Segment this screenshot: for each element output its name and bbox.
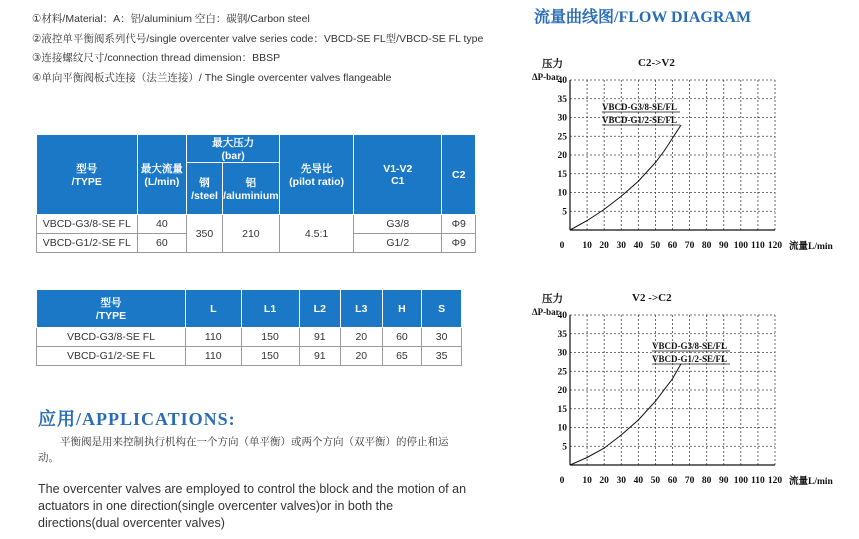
type-cell: VBCD-G3/8-SE FL [37,215,138,234]
dim-l1-cell: 150 [241,347,299,366]
x-tick-label: 30 [616,241,626,251]
x-tick-label: 110 [751,241,765,251]
table-row [37,328,462,347]
pilot-header-zh: 先导比 [300,163,333,175]
dim-s-cell: 30 [422,328,462,347]
x-axis-label: 流量L/min [789,477,833,487]
type-header-zh: 型号 [76,163,98,175]
x-tick-label: 20 [599,241,609,251]
y-tick-label: 10 [557,423,567,434]
pilot-header-en: (pilot ratio) [289,176,344,188]
alu-header [222,163,279,215]
x-tick-label: 10 [582,476,592,486]
dim-type-cell: VBCD-G1/2-SE FL [37,347,186,366]
dim-type-cell: VBCD-G3/8-SE FL [37,328,186,347]
y-tick-label: 30 [557,113,567,124]
dim-l3-header: L3 [341,290,383,328]
pressure-header-en: (bar) [221,150,245,162]
x-tick-label: 0 [559,476,565,486]
dim-s-cell: 35 [422,347,462,366]
y-tick-label: 20 [557,151,567,161]
table-row [37,347,462,366]
type-cell: VBCD-G1/2-SE FL [37,234,138,253]
flow-chart-c2-v2 [530,50,850,260]
dim-l2-cell: 91 [299,328,341,347]
dim-l-cell: 110 [186,328,242,347]
dim-l-cell: 110 [186,347,242,366]
dim-l1-cell: 150 [241,328,299,347]
c1-cell: G1/2 [354,234,442,253]
x-tick-label: 120 [767,241,783,251]
y-tick-label: 35 [557,329,567,340]
dim-l2-cell: 91 [299,347,341,366]
pilot-header [280,135,354,215]
x-axis-label: 流量L/min [789,242,833,252]
legend-label: VBCD-G1/2-SE/FL [652,354,728,364]
x-tick-label: 90 [719,241,729,251]
series-line [570,364,681,465]
legend-label: VBCD-G3/8-SE/FL [652,341,728,351]
y-axis-label: ΔP-bar [532,72,560,82]
dim-type-header [37,290,186,328]
flow-header-en: (L/min) [144,176,180,188]
y-axis-label-zh: 压力 [542,59,563,70]
x-tick-label: 100 [733,241,748,251]
dim-l1-header: L1 [241,290,299,328]
chart-title: C2->V2 [638,57,675,69]
steel-cell: 350 [187,215,223,253]
dim-h-cell: 60 [382,328,422,347]
x-tick-label: 20 [599,476,609,486]
x-tick-label: 60 [667,476,678,486]
x-tick-label: 10 [582,241,592,251]
alu-cell: 210 [222,215,279,253]
c1-header-label: C1 [391,174,405,187]
steel-header-en: /steel [191,190,218,202]
legend-label: VBCD-G1/2-SE/FL [602,115,678,125]
flow-diagram-title: 流量曲线图/FLOW DIAGRAM [534,9,752,26]
y-tick-label: 40 [557,311,567,321]
x-tick-label: 70 [684,241,695,251]
y-tick-label: 20 [557,386,567,396]
x-tick-label: 100 [733,476,748,486]
y-tick-label: 40 [557,76,567,86]
pressure-header-zh: 最大压力 [212,137,255,149]
dimension-table [36,289,462,366]
spec-table [36,134,476,253]
dim-type-header-zh: 型号 [100,297,122,309]
note-material: ①材料/Material：A：铝/aluminium 空白：碳钢/Carbon steel [32,13,310,25]
notes [32,10,483,88]
y-tick-label: 15 [557,169,567,180]
v1v2-header [354,135,442,215]
type-header [37,135,138,215]
x-tick-label: 40 [633,241,644,251]
dim-l3-cell: 20 [341,347,383,366]
pilot-cell: 4.5:1 [280,215,354,253]
y-axis-label: ΔP-bar [532,307,560,317]
table-row [37,215,476,234]
x-tick-label: 70 [684,476,695,486]
dim-s-header: S [422,290,462,328]
y-tick-label: 5 [562,207,567,218]
flow-cell: 60 [137,234,187,253]
note-flange: ④单向平衡阀板式连接（法兰连接）/ The Single overcenter valves flangeable [32,71,392,84]
flow-header-zh: 最大流量 [140,163,183,175]
x-tick-label: 50 [650,241,661,251]
y-tick-label: 30 [557,348,567,359]
y-tick-label: 10 [557,188,567,199]
alu-header-zh: 铝 [245,177,257,189]
steel-header-zh: 钢 [199,177,210,189]
x-tick-label: 120 [767,476,783,486]
y-tick-label: 25 [557,132,567,143]
x-tick-label: 80 [701,476,712,486]
dim-h-header: H [382,290,422,328]
series-line [570,125,681,230]
x-tick-label: 110 [751,476,765,486]
flow-chart-v2-c2 [530,285,850,495]
applications-text-en: The overcenter valves are employed to control the block and the motion of an actuators in one direction(single overcenter valves)or in both the directions(dual overcenter valves) [38,482,467,530]
note-thread: ③连接螺纹尺寸/connection thread dimension：BBSP [32,52,281,64]
steel-header [187,163,223,215]
y-tick-label: 15 [557,404,567,415]
y-tick-label: 5 [562,442,567,453]
c2-header: C2 [442,135,476,215]
c2-cell: Φ9 [442,215,476,234]
dim-h-cell: 65 [382,347,422,366]
x-tick-label: 30 [616,476,626,486]
y-axis-label-zh: 压力 [542,294,563,305]
type-header-en: /TYPE [71,176,102,188]
y-tick-label: 35 [557,94,567,105]
y-tick-label: 25 [557,367,567,378]
legend-label: VBCD-G3/8-SE/FL [602,102,678,112]
x-tick-label: 80 [701,241,712,251]
applications-title: 应用/APPLICATIONS: [38,409,236,429]
flow-cell: 40 [137,215,187,234]
c2-cell: Φ9 [442,234,476,253]
x-tick-label: 40 [633,476,644,486]
note-series-code: ②液控单平衡阀系列代号/single overcenter valve series code：VBCD-SE FL型/VBCD-SE FL type [32,32,484,45]
dim-l3-cell: 20 [341,328,383,347]
dim-type-header-en: /TYPE [95,310,127,322]
x-tick-label: 0 [559,241,565,251]
x-tick-label: 60 [667,241,678,251]
x-tick-label: 50 [650,476,661,486]
flow-header [137,135,187,215]
dim-l2-header: L2 [299,290,341,328]
alu-header-en: /aluminium [223,190,279,202]
chart-title: V2 ->C2 [632,292,672,304]
pressure-header [187,135,280,163]
c1-cell: G3/8 [354,215,442,234]
v1v2-header-label: V1-V2 [383,162,413,175]
x-tick-label: 90 [719,476,729,486]
applications-text-zh: 平衡阀是用来控制执行机构在一个方向（单平衡）或两个方向（双平衡）的停止和运动。 [38,436,449,464]
dim-l-header: L [186,290,242,328]
